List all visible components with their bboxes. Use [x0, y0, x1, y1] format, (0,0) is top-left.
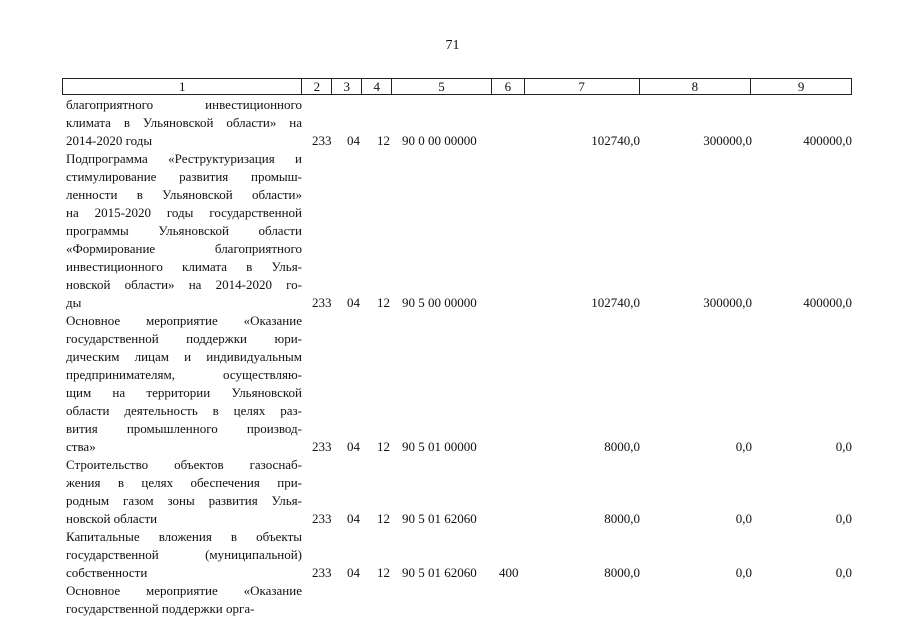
amount-col-8: 0,0	[735, 439, 752, 454]
target-article-code: 90 5 01 62060	[402, 511, 477, 526]
subsection-code-2: 12	[377, 133, 390, 148]
section-code: 233	[312, 133, 332, 148]
expense-type-code: 400	[499, 565, 519, 580]
subsection-code-2: 12	[377, 511, 390, 526]
description-line: дическим лицам и индивидуальным	[66, 349, 302, 364]
description-line: Подпрограмма «Реструктуризация и	[66, 151, 302, 166]
description-line: «Формирование благоприятного	[66, 241, 302, 256]
subsection-code: 04	[347, 133, 360, 148]
subsection-code: 04	[347, 511, 360, 526]
description-line: новской области» на 2014-2020 го-	[66, 277, 302, 292]
subsection-code-2: 12	[377, 295, 390, 310]
description-line: Основное мероприятие «Оказание	[66, 583, 302, 598]
row-description	[66, 528, 302, 582]
description-line: Строительство объектов газоснаб-	[66, 457, 302, 472]
amount-col-7: 102740,0	[591, 295, 640, 310]
amount-col-9: 0,0	[835, 565, 852, 580]
header-col-8: 8	[640, 79, 752, 94]
subsection-code: 04	[347, 439, 360, 454]
amount-col-9: 400000,0	[803, 133, 852, 148]
amount-col-7: 8000,0	[604, 439, 640, 454]
description-line: собственности	[66, 565, 148, 580]
description-line: предпринимателям, осуществляю-	[66, 367, 302, 382]
subsection-code: 04	[347, 565, 360, 580]
table-row	[62, 582, 852, 618]
description-line: вития промышленного производ-	[66, 421, 302, 436]
section-code: 233	[312, 565, 332, 580]
description-line: Капитальные вложения в объекты	[66, 529, 302, 544]
header-col-6: 6	[492, 79, 525, 94]
description-line: жения в целях обеспечения при-	[66, 475, 302, 490]
description-line: ленности в Ульяновской области»	[66, 187, 302, 202]
header-col-5: 5	[392, 79, 492, 94]
amount-col-8: 300000,0	[703, 133, 752, 148]
header-col-3: 3	[332, 79, 362, 94]
description-line: родным газом зоны развития Улья-	[66, 493, 302, 508]
table-row	[62, 96, 852, 150]
description-line: государственной поддержки юри-	[66, 331, 302, 346]
row-description	[66, 312, 302, 456]
section-code: 233	[312, 439, 332, 454]
amount-col-9: 400000,0	[803, 295, 852, 310]
table-row	[62, 528, 852, 582]
description-line: благоприятного инвестиционного	[66, 97, 302, 112]
description-line: 2014-2020 годы	[66, 133, 153, 148]
page-number: 71	[445, 38, 460, 53]
description-line: на 2015-2020 годы государственной	[66, 205, 302, 220]
target-article-code: 90 5 00 00000	[402, 295, 477, 310]
description-line: государственной (муниципальной)	[66, 547, 302, 562]
row-description	[66, 150, 302, 312]
description-line: государственной поддержки орга-	[66, 601, 255, 616]
section-code: 233	[312, 295, 332, 310]
header-col-2: 2	[302, 79, 332, 94]
amount-col-9: 0,0	[835, 439, 852, 454]
description-line: новской области	[66, 511, 158, 526]
amount-col-8: 0,0	[735, 565, 752, 580]
description-line: инвестиционного климата в Улья-	[66, 259, 302, 274]
subsection-code: 04	[347, 295, 360, 310]
header-col-1: 1	[63, 79, 302, 94]
target-article-code: 90 0 00 00000	[402, 133, 477, 148]
target-article-code: 90 5 01 00000	[402, 439, 477, 454]
description-line: ды	[66, 295, 82, 310]
amount-col-7: 8000,0	[604, 511, 640, 526]
row-description	[66, 582, 302, 618]
target-article-code: 90 5 01 62060	[402, 565, 477, 580]
subsection-code-2: 12	[377, 565, 390, 580]
description-line: области деятельность в целях раз-	[66, 403, 302, 418]
table-header	[62, 78, 852, 95]
amount-col-9: 0,0	[835, 511, 852, 526]
section-code: 233	[312, 511, 332, 526]
description-line: программы Ульяновской области	[66, 223, 302, 238]
header-col-9: 9	[797, 79, 805, 94]
amount-col-8: 300000,0	[703, 295, 752, 310]
subsection-code-2: 12	[377, 439, 390, 454]
table-row	[62, 150, 852, 312]
table-row	[62, 456, 852, 528]
description-line: ства»	[66, 439, 96, 454]
description-line: Основное мероприятие «Оказание	[66, 313, 302, 328]
amount-col-8: 0,0	[735, 511, 752, 526]
header-col-4: 4	[362, 79, 392, 94]
header-col-7: 7	[525, 79, 640, 94]
table-row	[62, 312, 852, 456]
description-line: стимулирование развития промыш-	[66, 169, 302, 184]
amount-col-7: 8000,0	[604, 565, 640, 580]
row-description	[66, 96, 302, 150]
row-description	[66, 456, 302, 528]
amount-col-7: 102740,0	[591, 133, 640, 148]
description-line: климата в Ульяновской области» на	[66, 115, 302, 130]
description-line: щим на территории Ульяновской	[66, 385, 302, 400]
